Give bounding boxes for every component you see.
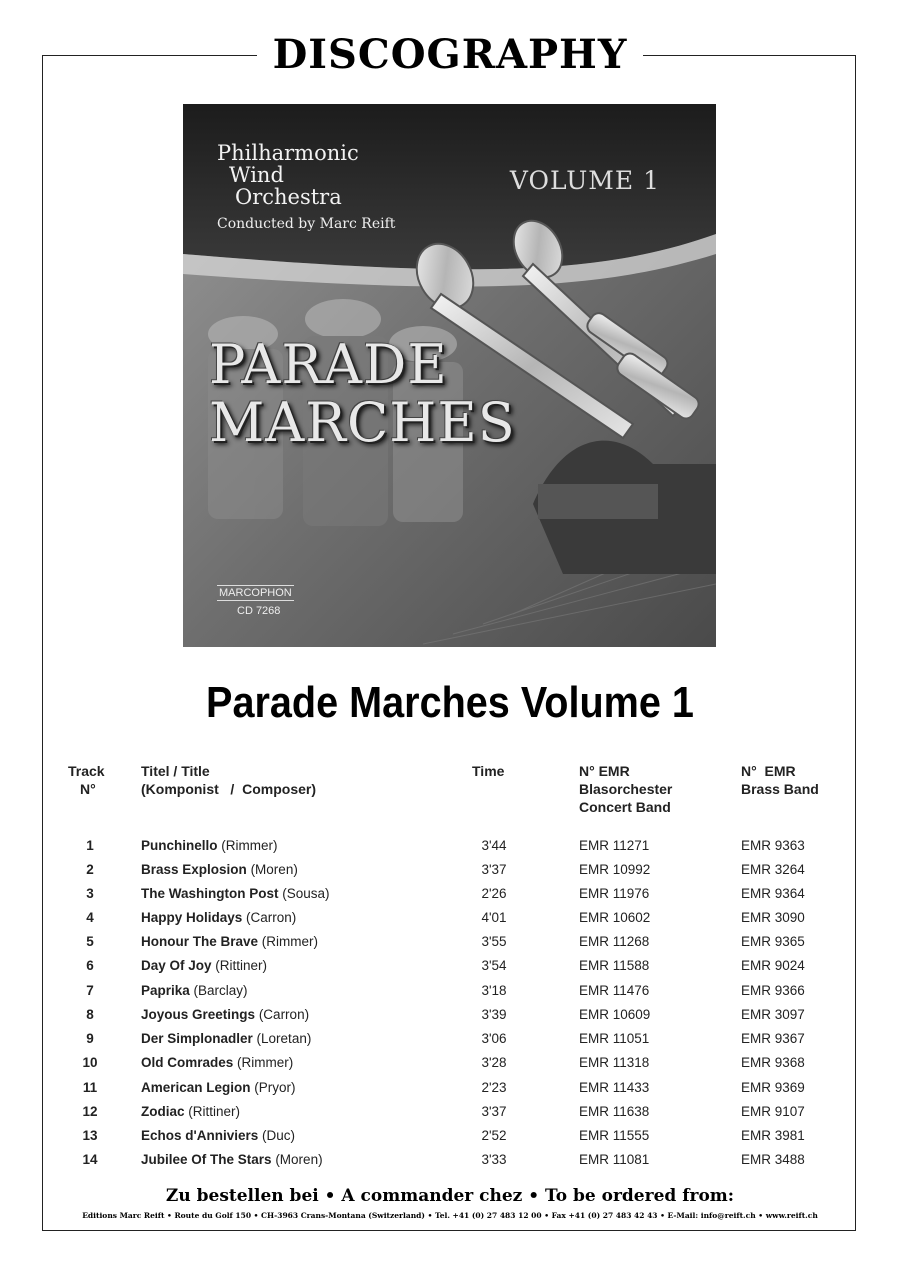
table-row bbox=[0, 1031, 900, 1055]
track-brass-band-no: EMR 3981 bbox=[741, 1128, 805, 1143]
table-row bbox=[0, 862, 900, 886]
track-composer: (Loretan) bbox=[256, 1031, 312, 1046]
cover-title-line1: PARADE bbox=[209, 333, 448, 396]
conductor-credit: Conducted by Marc Reift bbox=[217, 216, 396, 232]
track-number: 11 bbox=[82, 1080, 98, 1095]
track-composer: (Sousa) bbox=[282, 886, 330, 901]
header-cb-line3: Concert Band bbox=[579, 799, 671, 815]
track-number: 2 bbox=[86, 862, 94, 877]
track-brass-band-no: EMR 9368 bbox=[741, 1055, 805, 1070]
table-row bbox=[0, 1055, 900, 1079]
track-title: Jubilee Of The Stars bbox=[141, 1152, 272, 1167]
page-heading: DISCOGRAPHY bbox=[257, 30, 644, 80]
header-time bbox=[472, 762, 504, 780]
track-concert-band-no: EMR 11081 bbox=[579, 1152, 650, 1167]
track-composer: (Rimmer) bbox=[221, 838, 278, 853]
header-concert-band bbox=[579, 762, 672, 816]
track-brass-band-no: EMR 9369 bbox=[741, 1080, 805, 1095]
track-title: Honour The Brave bbox=[141, 934, 259, 949]
track-title-cell bbox=[141, 862, 298, 877]
track-time: 2'52 bbox=[481, 1128, 507, 1143]
header-bb-line2: Brass Band bbox=[741, 781, 819, 797]
cover-title bbox=[209, 333, 516, 454]
track-time: 3'33 bbox=[481, 1152, 507, 1167]
header-cb-line1: N° EMR bbox=[579, 763, 630, 779]
header-title bbox=[141, 762, 316, 798]
track-title-cell bbox=[141, 983, 248, 998]
track-concert-band-no: EMR 11318 bbox=[579, 1055, 650, 1070]
album-title: Parade Marches Volume 1 bbox=[206, 678, 694, 727]
track-number: 13 bbox=[82, 1128, 98, 1143]
album-cover bbox=[183, 104, 716, 647]
track-number: 10 bbox=[82, 1055, 98, 1070]
track-number: 5 bbox=[86, 934, 94, 949]
track-concert-band-no: EMR 11268 bbox=[579, 934, 650, 949]
track-title: Der Simplonadler bbox=[141, 1031, 253, 1046]
track-time: 3'44 bbox=[481, 838, 507, 853]
track-title-cell bbox=[141, 934, 318, 949]
track-title-cell bbox=[141, 1007, 309, 1022]
track-concert-band-no: EMR 11555 bbox=[579, 1128, 650, 1143]
track-brass-band-no: EMR 9363 bbox=[741, 838, 805, 853]
table-row bbox=[0, 1128, 900, 1152]
track-title-cell bbox=[141, 1152, 323, 1167]
track-composer: (Barclay) bbox=[193, 983, 248, 998]
track-number: 4 bbox=[86, 910, 94, 925]
table-row bbox=[0, 886, 900, 910]
track-title: Punchinello bbox=[141, 838, 218, 853]
track-concert-band-no: EMR 11433 bbox=[579, 1080, 650, 1095]
track-brass-band-no: EMR 9024 bbox=[741, 958, 805, 973]
track-time: 2'23 bbox=[481, 1080, 507, 1095]
ensemble-line1: Philharmonic bbox=[217, 141, 359, 165]
table-row bbox=[0, 910, 900, 934]
track-concert-band-no: EMR 11271 bbox=[579, 838, 650, 853]
track-number: 3 bbox=[86, 886, 94, 901]
track-time: 3'18 bbox=[481, 983, 507, 998]
header-track-line1: Track bbox=[68, 763, 105, 779]
track-brass-band-no: EMR 9107 bbox=[741, 1104, 805, 1119]
order-line: Zu bestellen bei • A commander chez • To be ordered from: bbox=[165, 1186, 735, 1206]
table-row bbox=[0, 958, 900, 982]
track-composer: (Duc) bbox=[262, 1128, 296, 1143]
track-number: 6 bbox=[86, 958, 94, 973]
track-number: 1 bbox=[86, 838, 94, 853]
track-title: Brass Explosion bbox=[141, 862, 247, 877]
cover-title-line2: MARCHES bbox=[209, 391, 516, 454]
track-title: American Legion bbox=[141, 1080, 251, 1095]
label-logo: MARCOPHON bbox=[219, 587, 292, 599]
track-brass-band-no: EMR 3264 bbox=[741, 862, 805, 877]
track-time: 4'01 bbox=[481, 910, 507, 925]
track-title: Zodiac bbox=[141, 1104, 185, 1119]
track-time: 3'39 bbox=[481, 1007, 507, 1022]
track-title-cell bbox=[141, 910, 296, 925]
track-title-cell bbox=[141, 1128, 295, 1143]
header-title-line1: Titel / Title bbox=[141, 763, 210, 779]
header-time-line1: Time bbox=[472, 763, 505, 779]
track-title: Old Comrades bbox=[141, 1055, 234, 1070]
table-row bbox=[0, 983, 900, 1007]
track-concert-band-no: EMR 11051 bbox=[579, 1031, 650, 1046]
track-title-cell bbox=[141, 1055, 293, 1070]
track-title: Joyous Greetings bbox=[141, 1007, 256, 1022]
table-row bbox=[0, 1080, 900, 1104]
track-number: 14 bbox=[82, 1152, 98, 1167]
track-time: 3'55 bbox=[481, 934, 507, 949]
ensemble-line3: Orchestra bbox=[235, 185, 342, 209]
header-brass-band bbox=[741, 762, 819, 798]
record-label bbox=[217, 587, 294, 617]
header-cb-line2: Blasorchester bbox=[579, 781, 673, 797]
track-brass-band-no: EMR 3097 bbox=[741, 1007, 805, 1022]
track-title-cell bbox=[141, 838, 278, 853]
track-brass-band-no: EMR 9364 bbox=[741, 886, 805, 901]
track-time: 3'37 bbox=[481, 862, 507, 877]
track-concert-band-no: EMR 10602 bbox=[579, 910, 651, 925]
track-time: 3'06 bbox=[481, 1031, 507, 1046]
track-title: Happy Holidays bbox=[141, 910, 243, 925]
track-composer: (Rimmer) bbox=[237, 1055, 294, 1070]
table-row bbox=[0, 1007, 900, 1031]
table-row bbox=[0, 934, 900, 958]
cover-volume: VOLUME 1 bbox=[509, 166, 660, 195]
table-row bbox=[0, 1152, 900, 1176]
track-brass-band-no: EMR 3488 bbox=[741, 1152, 805, 1167]
track-concert-band-no: EMR 11976 bbox=[579, 886, 650, 901]
track-brass-band-no: EMR 3090 bbox=[741, 910, 805, 925]
track-title: Day Of Joy bbox=[141, 958, 212, 973]
track-composer: (Pryor) bbox=[254, 1080, 296, 1095]
catalog-number: CD 7268 bbox=[237, 605, 281, 617]
track-concert-band-no: EMR 11638 bbox=[579, 1104, 650, 1119]
header-bb-line1: N° EMR bbox=[741, 763, 796, 779]
track-concert-band-no: EMR 10992 bbox=[579, 862, 651, 877]
track-composer: (Moren) bbox=[275, 1152, 323, 1167]
track-composer: (Rittiner) bbox=[215, 958, 268, 973]
track-brass-band-no: EMR 9365 bbox=[741, 934, 805, 949]
track-concert-band-no: EMR 11476 bbox=[579, 983, 650, 998]
track-title-cell bbox=[141, 1080, 296, 1095]
track-brass-band-no: EMR 9366 bbox=[741, 983, 805, 998]
header-track bbox=[68, 762, 105, 798]
track-title-cell bbox=[141, 886, 330, 901]
track-brass-band-no: EMR 9367 bbox=[741, 1031, 805, 1046]
track-title: The Washington Post bbox=[141, 886, 279, 901]
track-time: 3'28 bbox=[481, 1055, 507, 1070]
heading-bar bbox=[0, 30, 900, 80]
track-time: 3'54 bbox=[481, 958, 507, 973]
track-composer: (Rimmer) bbox=[261, 934, 319, 949]
header-track-line2: N° bbox=[80, 781, 96, 797]
table-row bbox=[0, 838, 900, 862]
ensemble-line2: Wind bbox=[229, 163, 284, 187]
track-title-cell bbox=[141, 958, 267, 973]
track-title: Paprika bbox=[141, 983, 190, 998]
track-time: 2'26 bbox=[481, 886, 507, 901]
table-row bbox=[0, 1104, 900, 1128]
track-time: 3'37 bbox=[481, 1104, 507, 1119]
header-title-line2: (Komponist / Composer) bbox=[141, 781, 316, 797]
track-title: Echos d'Anniviers bbox=[141, 1128, 259, 1143]
track-composer: (Carron) bbox=[246, 910, 297, 925]
track-title-cell bbox=[141, 1104, 240, 1119]
track-concert-band-no: EMR 11588 bbox=[579, 958, 650, 973]
track-number: 7 bbox=[86, 983, 94, 998]
publisher-address: Editions Marc Reift • Route du Golf 150 • CH-3963 Crans-Montana (Switzerland) • Tel. +41 (0) 27 483 12 00 • Fax +41 (0) 27 483 42 43 • E-Mail: info@reift.ch • www.reift.ch bbox=[82, 1211, 818, 1220]
track-title-cell bbox=[141, 1031, 311, 1046]
ensemble-name bbox=[217, 142, 359, 208]
track-concert-band-no: EMR 10609 bbox=[579, 1007, 651, 1022]
track-composer: (Rittiner) bbox=[188, 1104, 241, 1119]
track-composer: (Carron) bbox=[258, 1007, 310, 1022]
track-number: 8 bbox=[86, 1007, 94, 1022]
track-composer: (Moren) bbox=[250, 862, 298, 877]
track-number: 12 bbox=[82, 1104, 98, 1119]
track-number: 9 bbox=[86, 1031, 94, 1046]
